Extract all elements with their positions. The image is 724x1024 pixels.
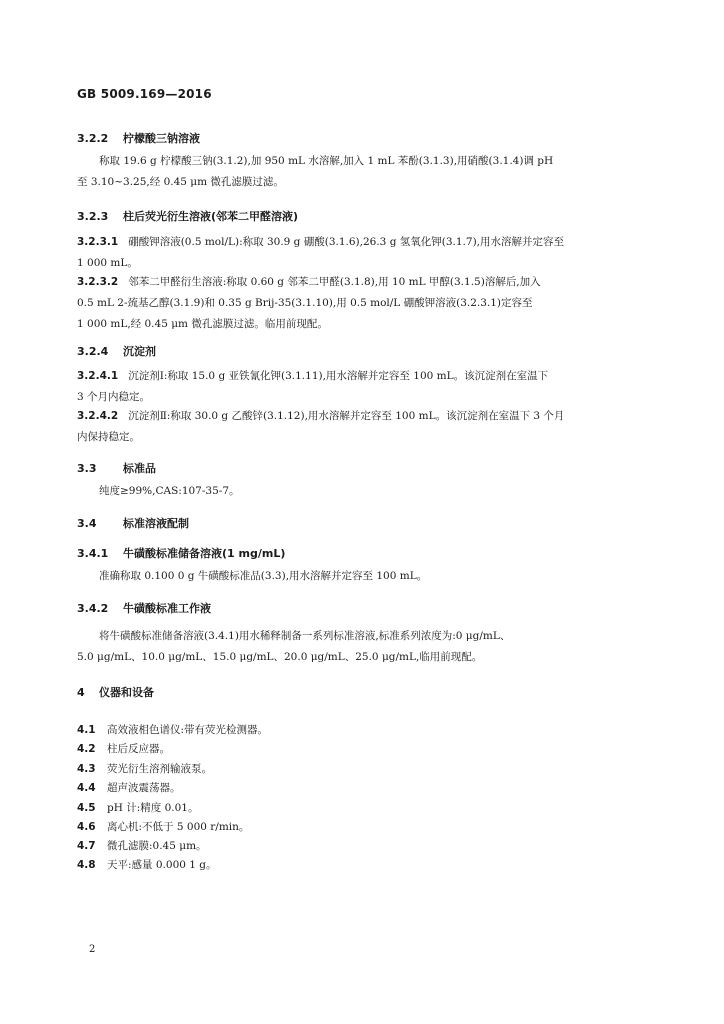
- item-number: 4.1: [77, 724, 96, 736]
- item-number: 4.8: [77, 859, 96, 871]
- list-item: [77, 780, 181, 795]
- list-item: [77, 761, 212, 776]
- section-title: 柱后荧光衍生溶液(邻苯二甲醛溶液): [123, 210, 299, 223]
- list-item: [77, 722, 268, 737]
- list-item: [77, 800, 198, 815]
- item-text: 天平:感量 0.000 1 g。: [107, 859, 217, 871]
- text-line: 0.5 mL 2-巯基乙醇(3.1.9)和 0.35 g Brij-35(3.1.10),用 0.5 mol/L 硼酸钾溶液(3.2.3.1)定容至: [77, 297, 533, 309]
- item-text: 高效液相色谱仪:带有荧光检测器。: [107, 724, 269, 736]
- list-item: [77, 857, 217, 872]
- section-3-4-heading: [77, 515, 189, 531]
- section-3-3-heading: [77, 460, 156, 476]
- paragraph-3-2-3-2: [77, 272, 647, 335]
- item-number: 4.3: [77, 763, 96, 775]
- paragraph-text: 沉淀剂Ⅰ:称取 15.0 g 亚铁氰化钾(3.1.11),用水溶解并定容至 100 mL。该沉淀剂在室温下: [128, 370, 549, 382]
- text-line: 至 3.10~3.25,经 0.45 μm 微孔滤膜过滤。: [77, 176, 284, 188]
- text-line: 内保持稳定。: [77, 431, 140, 443]
- section-number: 3.4.2: [77, 602, 109, 615]
- text-line: 1 000 mL。: [77, 257, 138, 269]
- list-item: [77, 819, 249, 834]
- section-3-4-2-heading: [77, 600, 211, 616]
- item-text: 微孔滤膜:0.45 μm。: [107, 840, 207, 852]
- text-line: 准确称取 0.100 0 g 牛磺酸标准品(3.3),用水溶解并定容至 100 mL。: [99, 570, 428, 582]
- item-number: 4.5: [77, 802, 96, 814]
- text-line: [77, 272, 647, 293]
- item-text: 离心机:不低于 5 000 r/min。: [107, 821, 250, 833]
- section-title: 标准品: [123, 462, 156, 475]
- item-text: 柱后反应器。: [107, 743, 170, 755]
- list-item: [77, 838, 207, 853]
- list-item: [77, 741, 170, 756]
- section-number: 4: [77, 686, 85, 699]
- section-3-4-1-body: [77, 566, 647, 587]
- paragraph-text: 沉淀剂Ⅱ:称取 30.0 g 乙酸锌(3.1.12),用水溶解并定容至 100 mL。该沉淀剂在室温下 3 个月: [128, 410, 565, 422]
- section-3-3-body: [77, 481, 647, 502]
- item-text: 荧光衍生溶剂输液泵。: [107, 763, 212, 775]
- text-line: 将牛磺酸标准储备溶液(3.4.1)用水稀释制备一系列标准溶液,标准系列浓度为:0 μg/mL、: [99, 630, 511, 642]
- section-3-2-2-heading: [77, 130, 200, 146]
- section-3-2-2-body: [77, 151, 647, 193]
- paragraph-3-2-3-1: [77, 232, 647, 274]
- paragraph-number: 3.2.4.1: [77, 370, 119, 382]
- item-number: 4.4: [77, 782, 96, 794]
- section-title: 柠檬酸三钠溶液: [123, 132, 200, 145]
- paragraph-number: 3.2.3.2: [77, 276, 119, 288]
- section-number: 3.2.2: [77, 132, 109, 145]
- section-number: 3.4: [77, 517, 97, 530]
- text-line: 1 000 mL,经 0.45 μm 微孔滤膜过滤。临用前现配。: [77, 318, 328, 330]
- paragraph-text: 硼酸钾溶液(0.5 mol/L):称取 30.9 g 硼酸(3.1.6),26.3 g 氢氧化钾(3.1.7),用水溶解并定容至: [128, 236, 564, 248]
- text-line: [77, 232, 647, 253]
- section-title: 沉淀剂: [123, 345, 156, 358]
- text-line: [77, 366, 647, 387]
- page-number: 2: [89, 944, 96, 955]
- section-3-4-2-body: [77, 626, 647, 668]
- section-4-heading: [77, 684, 154, 700]
- section-3-4-1-heading: [77, 545, 285, 561]
- section-title: 仪器和设备: [99, 686, 154, 699]
- standard-number-header: GB 5009.169—2016: [77, 87, 212, 101]
- text-line: 3 个月内稳定。: [77, 391, 151, 403]
- paragraph-3-2-4-1: [77, 366, 647, 408]
- section-number: 3.2.4: [77, 345, 109, 358]
- section-number: 3.2.3: [77, 210, 109, 223]
- section-3-2-4-heading: [77, 343, 156, 359]
- section-title: 牛磺酸标准储备溶液(1 mg/mL): [123, 547, 286, 560]
- text-line: [77, 406, 647, 427]
- item-number: 4.7: [77, 840, 96, 852]
- item-text: pH 计:精度 0.01。: [107, 802, 199, 814]
- item-text: 超声波震荡器。: [107, 782, 181, 794]
- item-number: 4.2: [77, 743, 96, 755]
- paragraph-3-2-4-2: [77, 406, 647, 448]
- item-number: 4.6: [77, 821, 96, 833]
- section-number: 3.3: [77, 462, 97, 475]
- section-number: 3.4.1: [77, 547, 109, 560]
- paragraph-number: 3.2.3.1: [77, 236, 119, 248]
- text-line: 纯度≥99%,CAS:107-35-7。: [99, 485, 240, 497]
- paragraph-number: 3.2.4.2: [77, 410, 119, 422]
- text-line: 5.0 μg/mL、10.0 μg/mL、15.0 μg/mL、20.0 μg/mL、25.0 μg/mL,临用前现配。: [77, 651, 483, 663]
- text-line: 称取 19.6 g 柠檬酸三钠(3.1.2),加 950 mL 水溶解,加入 1 mL 苯酚(3.1.3),用硝酸(3.1.4)调 pH: [99, 155, 554, 167]
- section-3-2-3-heading: [77, 208, 298, 224]
- section-title: 牛磺酸标准工作液: [123, 602, 211, 615]
- section-title: 标准溶液配制: [123, 517, 189, 530]
- paragraph-text: 邻苯二甲醛衍生溶液:称取 0.60 g 邻苯二甲醛(3.1.8),用 10 mL 甲醇(3.1.5)溶解后,加入: [128, 276, 541, 288]
